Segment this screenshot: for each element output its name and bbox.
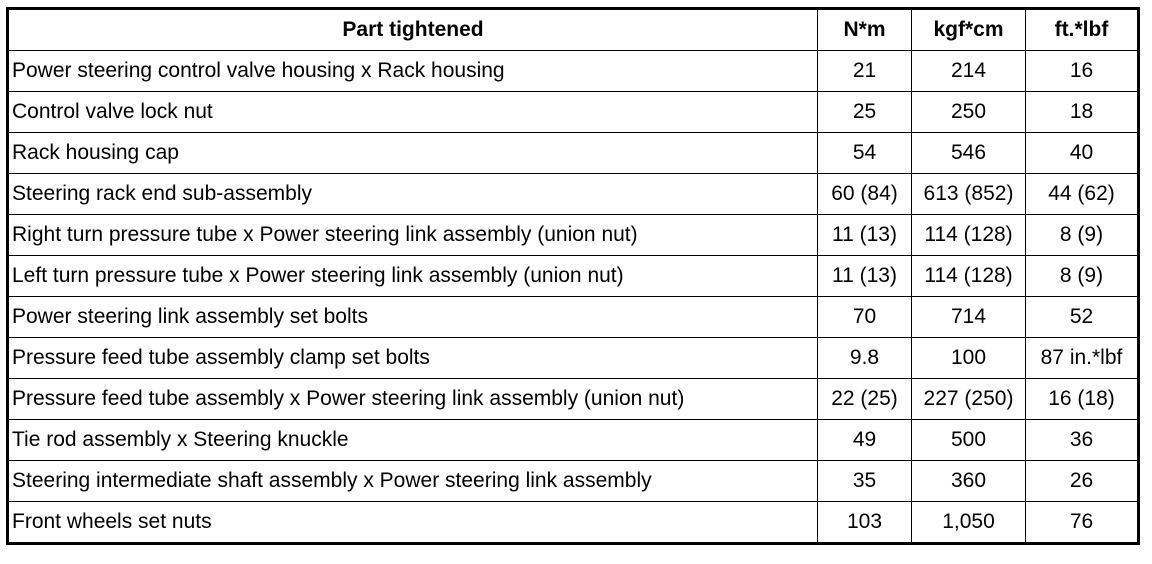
part-cell: Steering rack end sub-assembly: [8, 174, 818, 215]
table-row: [8, 174, 1139, 215]
ftlbf-cell: 8 (9): [1026, 215, 1139, 256]
kgfcm-cell: 114 (128): [912, 256, 1026, 297]
kgfcm-cell: 114 (128): [912, 215, 1026, 256]
part-cell: Tie rod assembly x Steering knuckle: [8, 420, 818, 461]
ftlbf-cell: 18: [1026, 92, 1139, 133]
table-row: [8, 215, 1139, 256]
ftlbf-cell: 26: [1026, 461, 1139, 502]
ftlbf-cell: 36: [1026, 420, 1139, 461]
table-row: [8, 51, 1139, 92]
ftlbf-cell: 76: [1026, 502, 1139, 544]
part-cell: Right turn pressure tube x Power steering link assembly (union nut): [8, 215, 818, 256]
kgfcm-cell: 546: [912, 133, 1026, 174]
nm-cell: 21: [818, 51, 912, 92]
ftlbf-cell: 8 (9): [1026, 256, 1139, 297]
table-row: [8, 133, 1139, 174]
part-cell: Power steering link assembly set bolts: [8, 297, 818, 338]
kgfcm-cell: 714: [912, 297, 1026, 338]
kgfcm-cell: 360: [912, 461, 1026, 502]
nm-cell: 25: [818, 92, 912, 133]
nm-cell: 49: [818, 420, 912, 461]
kgfcm-cell: 214: [912, 51, 1026, 92]
torque-spec-table: [6, 7, 1140, 545]
ftlbf-cell: 40: [1026, 133, 1139, 174]
part-cell: Pressure feed tube assembly x Power steering link assembly (union nut): [8, 379, 818, 420]
header-row: [8, 9, 1139, 51]
kgfcm-cell: 613 (852): [912, 174, 1026, 215]
table-row: [8, 420, 1139, 461]
ftlbf-cell: 52: [1026, 297, 1139, 338]
header-kgfcm: kgf*cm: [912, 9, 1026, 51]
part-cell: Left turn pressure tube x Power steering link assembly (union nut): [8, 256, 818, 297]
nm-cell: 70: [818, 297, 912, 338]
part-cell: Control valve lock nut: [8, 92, 818, 133]
part-cell: Power steering control valve housing x Rack housing: [8, 51, 818, 92]
kgfcm-cell: 500: [912, 420, 1026, 461]
table-row: [8, 256, 1139, 297]
nm-cell: 9.8: [818, 338, 912, 379]
kgfcm-cell: 250: [912, 92, 1026, 133]
part-cell: Pressure feed tube assembly clamp set bolts: [8, 338, 818, 379]
kgfcm-cell: 1,050: [912, 502, 1026, 544]
header-nm: N*m: [818, 9, 912, 51]
part-cell: Steering intermediate shaft assembly x Power steering link assembly: [8, 461, 818, 502]
ftlbf-cell: 44 (62): [1026, 174, 1139, 215]
nm-cell: 54: [818, 133, 912, 174]
header-part-tightened: Part tightened: [8, 9, 818, 51]
ftlbf-cell: 87 in.*lbf: [1026, 338, 1139, 379]
header-ftlbf: ft.*lbf: [1026, 9, 1139, 51]
nm-cell: 35: [818, 461, 912, 502]
ftlbf-cell: 16 (18): [1026, 379, 1139, 420]
table-row: [8, 379, 1139, 420]
nm-cell: 60 (84): [818, 174, 912, 215]
nm-cell: 11 (13): [818, 256, 912, 297]
table-row: [8, 461, 1139, 502]
table-row: [8, 297, 1139, 338]
nm-cell: 11 (13): [818, 215, 912, 256]
table-row: [8, 92, 1139, 133]
part-cell: Rack housing cap: [8, 133, 818, 174]
kgfcm-cell: 100: [912, 338, 1026, 379]
table-row: [8, 502, 1139, 544]
ftlbf-cell: 16: [1026, 51, 1139, 92]
nm-cell: 22 (25): [818, 379, 912, 420]
kgfcm-cell: 227 (250): [912, 379, 1026, 420]
part-cell: Front wheels set nuts: [8, 502, 818, 544]
table-row: [8, 338, 1139, 379]
nm-cell: 103: [818, 502, 912, 544]
